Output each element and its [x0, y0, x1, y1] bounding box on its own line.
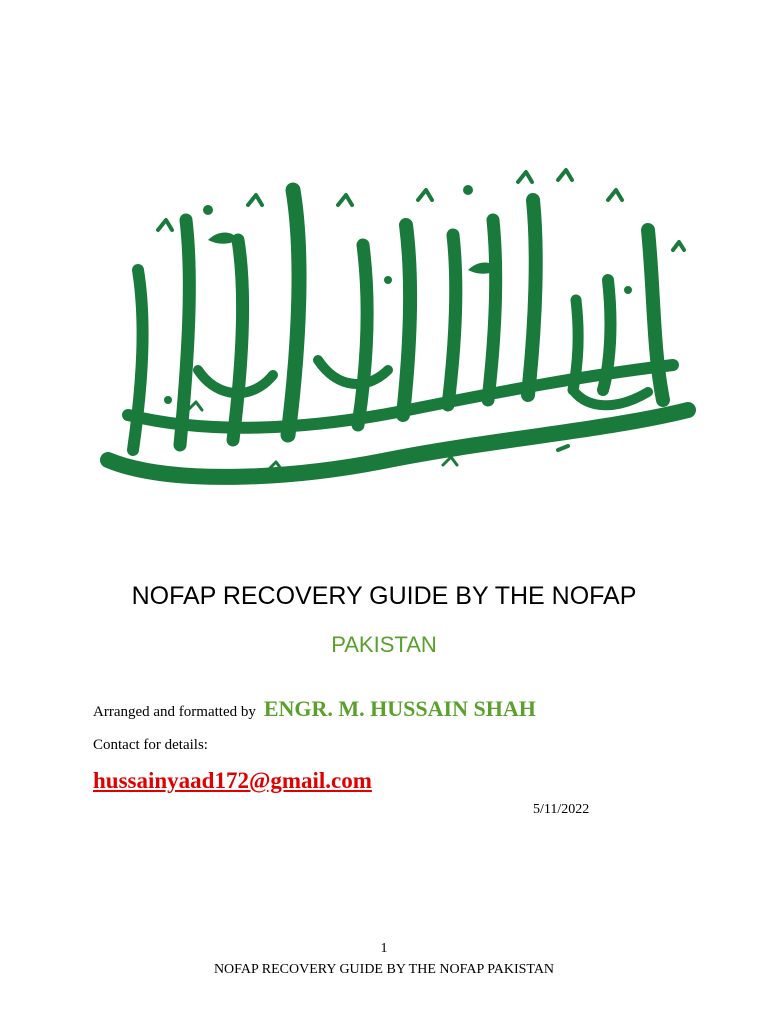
document-title-line2: PAKISTAN: [331, 632, 437, 657]
credit-line: [93, 696, 536, 722]
bismillah-calligraphy-image: [88, 160, 704, 495]
page-number: 1: [380, 941, 388, 956]
page-footer: NOFAP RECOVERY GUIDE BY THE NOFAP PAKISTAN: [213, 962, 555, 977]
credit-name: ENGR. M. HUSSAIN SHAH: [263, 696, 536, 721]
email-link[interactable]: hussainyaad172@gmail.com: [93, 768, 372, 793]
document-title-line1: NOFAP RECOVERY GUIDE BY THE NOFAP: [131, 582, 637, 610]
credit-label: Arranged and formatted by: [93, 704, 256, 720]
contact-label: Contact for details:: [93, 737, 208, 753]
calligraphy-svg: [88, 160, 704, 495]
document-date: 5/11/2022: [533, 802, 590, 817]
